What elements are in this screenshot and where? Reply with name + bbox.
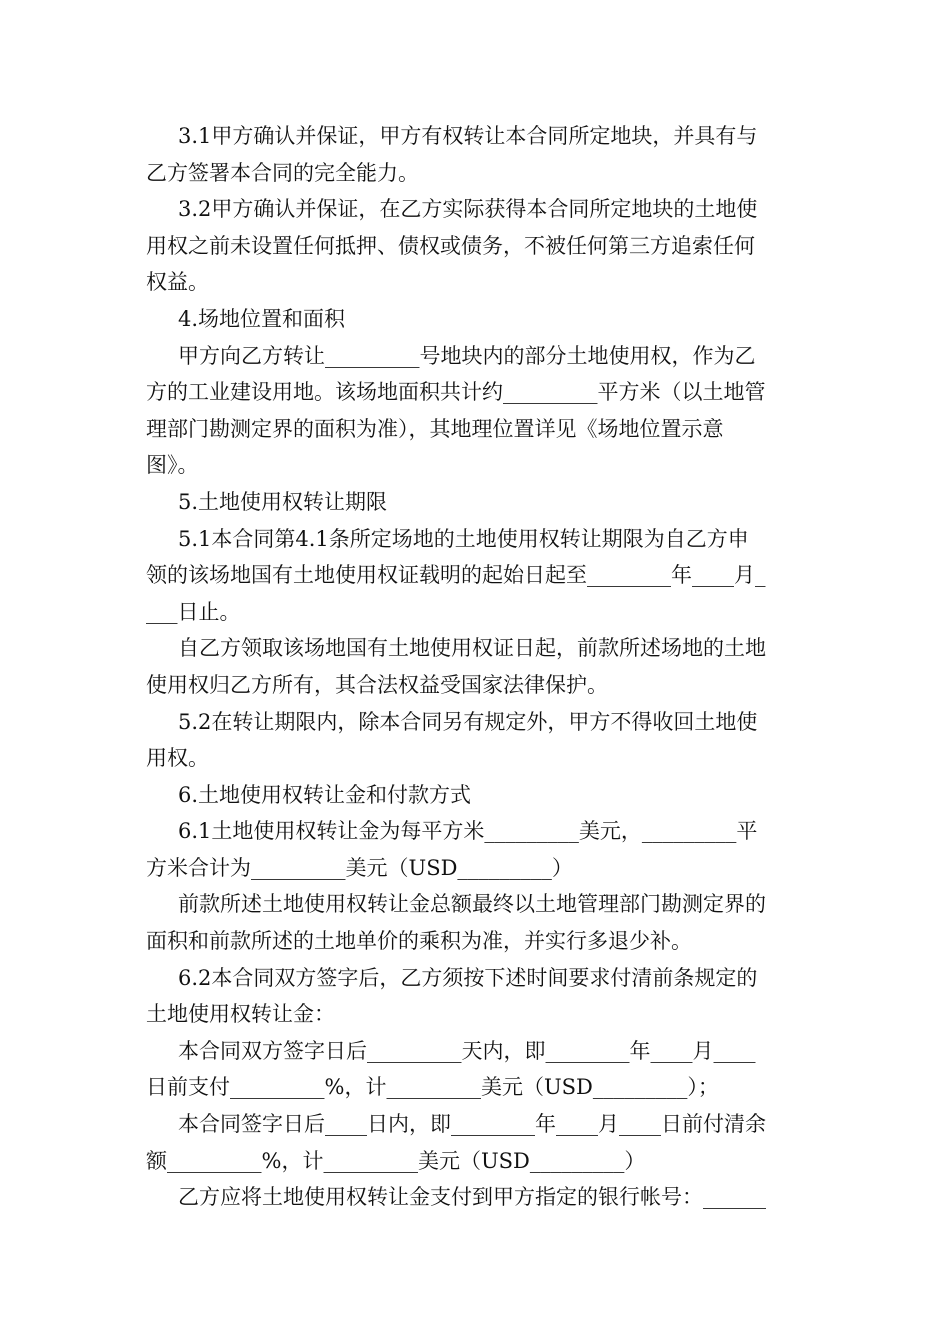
contract-text-line: 领的该场地国有土地使用权证载明的起始日起至________年____月_ <box>146 563 766 588</box>
contract-text-line: 前款所述土地使用权转让金总额最终以土地管理部门勘测定界的 <box>178 892 766 917</box>
contract-text-line: 用权之前未设置任何抵押、债权或债务，不被任何第三方追索任何 <box>146 233 755 258</box>
contract-text-line: 本合同签字日后____日内，即________年____月____日前付清余 <box>178 1112 766 1137</box>
contract-text-line: 本合同双方签字日后_________天内，即________年____月____ <box>178 1038 756 1063</box>
contract-text-line: 理部门勘测定界的面积为准），其地理位置详见《场地位置示意 <box>146 416 724 441</box>
contract-text-line: 5.1本合同第4.1条所定场地的土地使用权转让期限为自乙方申 <box>178 526 749 551</box>
contract-text-line: 3.1甲方确认并保证，甲方有权转让本合同所定地块，并具有与 <box>178 124 758 148</box>
contract-text-line: 6.1土地使用权转让金为每平方米_________美元，_________平 <box>178 819 758 844</box>
contract-text-line: 方的工业建设用地。该场地面积共计约_________平方米（以土地管 <box>146 380 766 405</box>
contract-text-line: 面积和前款所述的土地单价的乘积为准，并实行多退少补。 <box>146 929 692 954</box>
contract-text-line: 3.2甲方确认并保证，在乙方实际获得本合同所定地块的土地使 <box>178 197 758 222</box>
contract-text-line: 乙方签署本合同的完全能力。 <box>146 160 419 185</box>
contract-text-line: 6.土地使用权转让金和付款方式 <box>178 782 472 807</box>
contract-text-line: 权益。 <box>146 270 209 295</box>
contract-text-line: 自乙方领取该场地国有土地使用权证日起，前款所述场地的土地 <box>178 636 766 661</box>
contract-text-block <box>146 118 806 1216</box>
contract-text-line: 6.2本合同双方签字后，乙方须按下述时间要求付清前条规定的 <box>178 965 758 990</box>
contract-text-line: 5.土地使用权转让期限 <box>178 489 388 514</box>
contract-text-line: 乙方应将土地使用权转让金支付到甲方指定的银行帐号：______ <box>178 1185 766 1210</box>
contract-text-line: 额_________%，计_________美元（USD_________） <box>146 1148 646 1173</box>
contract-text-line: 图》。 <box>146 453 199 478</box>
contract-text-line: 5.2在转让期限内，除本合同另有规定外，甲方不得收回土地使 <box>178 709 758 734</box>
contract-text-line: 甲方向乙方转让_________号地块内的部分土地使用权，作为乙 <box>178 343 756 368</box>
contract-text-line: 土地使用权转让金： <box>146 1002 335 1027</box>
contract-text-line: 日前支付_________%，计_________美元（USD_________）； <box>146 1075 719 1100</box>
contract-text-line: 4.场地位置和面积 <box>178 306 346 331</box>
contract-text-line: 用权。 <box>146 746 209 771</box>
contract-text-line: ___日止。 <box>146 599 241 624</box>
contract-text-line: 方米合计为_________美元（USD_________） <box>146 855 573 880</box>
contract-text-line: 使用权归乙方所有，其合法权益受国家法律保护。 <box>146 672 608 697</box>
